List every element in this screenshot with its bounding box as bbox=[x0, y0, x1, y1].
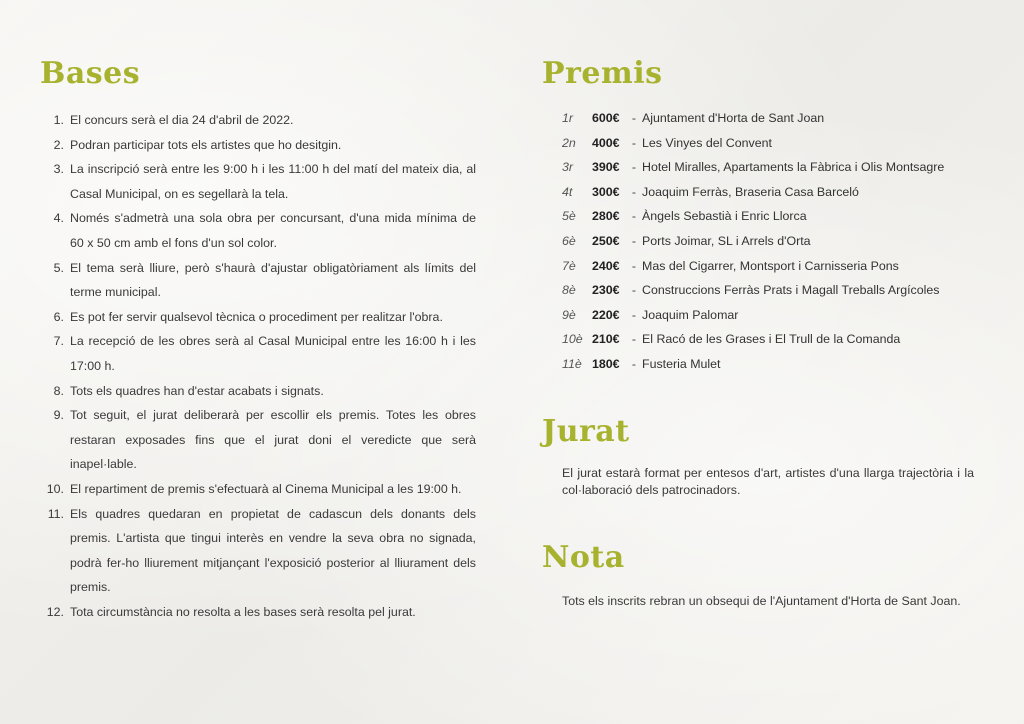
list-item-text: Podran participar tots els artistes que ho desitgin. bbox=[70, 137, 342, 152]
list-item bbox=[44, 403, 476, 477]
list-item bbox=[44, 133, 476, 158]
prize-separator: - bbox=[631, 209, 637, 224]
bases-list bbox=[44, 108, 476, 624]
prize-sponsor: Fusteria Mulet bbox=[642, 356, 721, 371]
prize-row bbox=[562, 327, 982, 352]
prize-amount: 280€ bbox=[592, 209, 620, 224]
list-item bbox=[44, 108, 476, 133]
jurat-text: El jurat estarà format per entesos d'art, artistes d'una llarga trajectòria i la col·laboració dels patrocinadors. bbox=[562, 466, 974, 497]
list-item-text: Tot seguit, el jurat deliberarà per escollir els premis. Totes les obres restaran exposades fins que el jurat doni el veredicte que serà inapel·lable. bbox=[70, 408, 476, 472]
list-item bbox=[44, 477, 476, 502]
prize-row bbox=[562, 106, 982, 131]
list-item-number: 4. bbox=[53, 211, 64, 226]
prize-row bbox=[562, 352, 982, 377]
list-item-number: 5. bbox=[53, 260, 64, 275]
list-item-number: 9. bbox=[53, 408, 64, 423]
bases-heading: Bases bbox=[40, 56, 141, 91]
prize-row bbox=[562, 303, 982, 328]
prize-row bbox=[562, 229, 982, 254]
prize-position: 4t bbox=[562, 184, 573, 199]
prize-amount: 230€ bbox=[592, 283, 620, 298]
list-item-number: 3. bbox=[53, 162, 64, 177]
prize-amount: 300€ bbox=[592, 184, 620, 199]
prize-position: 7è bbox=[562, 258, 576, 273]
list-item bbox=[44, 157, 476, 206]
prize-separator: - bbox=[631, 160, 637, 175]
jurat-heading: Jurat bbox=[542, 414, 630, 449]
list-item bbox=[44, 305, 476, 330]
prize-amount: 600€ bbox=[592, 111, 620, 125]
prize-table bbox=[562, 106, 982, 377]
prize-position: 10è bbox=[562, 332, 583, 347]
prize-amount: 240€ bbox=[592, 258, 620, 273]
list-item-text: El repartiment de premis s'efectuarà al Cinema Municipal a les 19:00 h. bbox=[70, 481, 462, 496]
prize-row bbox=[562, 204, 982, 229]
prize-separator: - bbox=[631, 233, 637, 248]
list-item bbox=[44, 256, 476, 305]
list-item bbox=[44, 502, 476, 600]
prize-sponsor: Ajuntament d'Horta de Sant Joan bbox=[642, 111, 825, 125]
prize-row bbox=[562, 155, 982, 180]
list-item-number: 1. bbox=[53, 113, 64, 127]
list-item-number: 12. bbox=[46, 604, 64, 619]
list-item-number: 7. bbox=[53, 334, 64, 349]
prize-position: 2n bbox=[562, 135, 576, 150]
prize-sponsor: Joaquim Ferràs, Braseria Casa Barceló bbox=[642, 184, 859, 199]
list-item-number: 2. bbox=[53, 137, 64, 152]
prize-separator: - bbox=[631, 111, 637, 125]
prize-amount: 180€ bbox=[592, 356, 620, 371]
prize-sponsor: Construccions Ferràs Prats i Magall Treballs Argícoles bbox=[642, 283, 940, 298]
list-item-text: Només s'admetrà una sola obra per concursant, d'una mida mínima de 60 x 50 cm amb el fons d'un sol color. bbox=[70, 211, 476, 250]
list-item bbox=[44, 379, 476, 404]
prize-amount: 390€ bbox=[592, 160, 620, 175]
list-item bbox=[44, 329, 476, 378]
prize-separator: - bbox=[631, 332, 637, 347]
prize-sponsor: Ports Joimar, SL i Arrels d'Orta bbox=[642, 233, 811, 248]
prize-position: 8è bbox=[562, 283, 576, 298]
list-item-text: Tota circumstància no resolta a les bases serà resolta pel jurat. bbox=[70, 604, 416, 619]
prize-position: 1r bbox=[562, 111, 574, 125]
list-item-number: 11. bbox=[47, 506, 64, 521]
prize-position: 5è bbox=[562, 209, 576, 224]
prize-row bbox=[562, 180, 982, 205]
premis-heading: Premis bbox=[542, 56, 663, 91]
prize-position: 3r bbox=[562, 160, 574, 175]
prize-sponsor: Hotel Miralles, Apartaments la Fàbrica i Olis Montsagre bbox=[642, 160, 945, 175]
prize-amount: 220€ bbox=[592, 307, 620, 322]
list-item-text: Es pot fer servir qualsevol tècnica o procediment per realitzar l'obra. bbox=[70, 309, 443, 324]
list-item-number: 8. bbox=[53, 383, 64, 398]
prize-sponsor: Joaquim Palomar bbox=[642, 307, 739, 322]
list-item-number: 6. bbox=[53, 309, 64, 324]
prize-separator: - bbox=[631, 135, 637, 150]
prize-row bbox=[562, 131, 982, 156]
prize-position: 9è bbox=[562, 307, 576, 322]
prize-amount: 250€ bbox=[592, 233, 620, 248]
prize-position: 6è bbox=[562, 233, 576, 248]
prize-separator: - bbox=[631, 184, 637, 199]
prize-row bbox=[562, 278, 982, 303]
prize-sponsor: Les Vinyes del Convent bbox=[642, 135, 772, 150]
prize-separator: - bbox=[631, 307, 637, 322]
list-item-text: El concurs serà el dia 24 d'abril de 2022. bbox=[70, 113, 294, 127]
prize-amount: 210€ bbox=[592, 332, 620, 347]
list-item-text: Els quadres quedaran en propietat de cadascun dels donants dels premis. L'artista que tingui interès en vendre la seva obra no signada, podrà fer-ho lliurement mitjançant l'exposició posterior al lliurament dels premis. bbox=[70, 506, 476, 595]
list-item bbox=[44, 206, 476, 255]
list-item-text: La recepció de les obres serà al Casal Municipal entre les 16:00 h i les 17:00 h. bbox=[70, 334, 476, 373]
prize-row bbox=[562, 254, 982, 279]
nota-text: Tots els inscrits rebran un obsequi de l'Ajuntament d'Horta de Sant Joan. bbox=[562, 594, 961, 608]
list-item-text: El tema serà lliure, però s'haurà d'ajustar obligatòriament als límits del terme municipal. bbox=[70, 260, 476, 300]
prize-separator: - bbox=[631, 258, 637, 273]
nota-heading: Nota bbox=[542, 540, 625, 575]
prize-sponsor: Àngels Sebastià i Enric Llorca bbox=[642, 209, 807, 224]
prize-amount: 400€ bbox=[592, 135, 620, 150]
prize-position: 11è bbox=[562, 356, 582, 371]
list-item bbox=[44, 600, 476, 625]
prize-sponsor: El Racó de les Grases i El Trull de la Comanda bbox=[642, 332, 901, 347]
prize-separator: - bbox=[631, 283, 637, 298]
prize-sponsor: Mas del Cigarrer, Montsport i Carnisseria Pons bbox=[642, 258, 899, 273]
list-item-text: Tots els quadres han d'estar acabats i signats. bbox=[70, 383, 324, 398]
list-item-text: La inscripció serà entre les 9:00 h i les 11:00 h del matí del mateix dia, al Casal Municipal, on es segellarà la tela. bbox=[70, 162, 476, 201]
list-item-number: 10. bbox=[46, 481, 64, 496]
prize-separator: - bbox=[631, 356, 637, 371]
